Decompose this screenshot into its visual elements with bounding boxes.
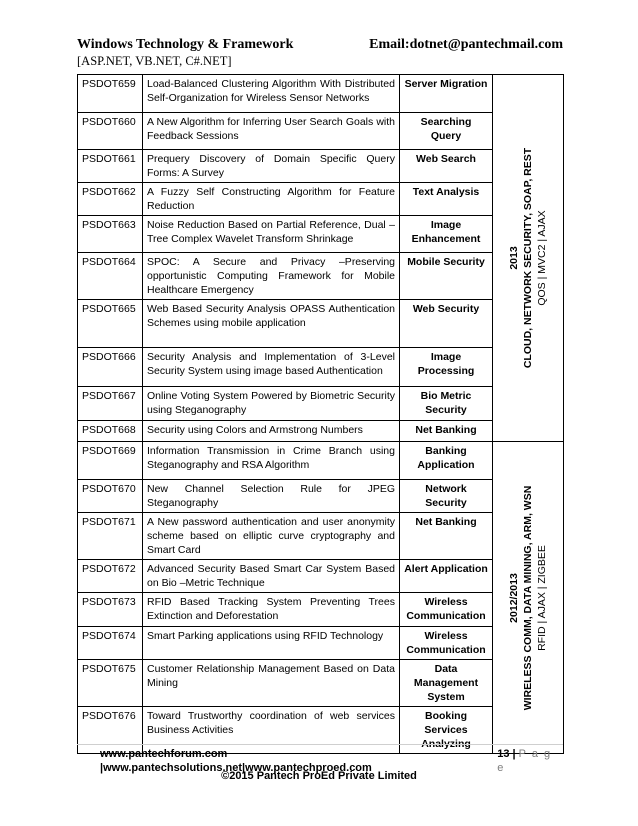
project-id: PSDOT660 [78,113,143,150]
project-id: PSDOT661 [78,150,143,183]
table-row [78,513,564,560]
project-id: PSDOT666 [78,348,143,387]
project-id: PSDOT676 [78,707,143,754]
project-title: Toward Trustworthy coordination of web services Business Activities [143,707,400,754]
project-id: PSDOT671 [78,513,143,560]
category-cell [493,75,564,442]
project-domain: Network Security [400,480,493,513]
page-separator: | [509,748,519,760]
project-domain: Searching Query [400,113,493,150]
project-domain: Text Analysis [400,183,493,216]
project-title: Web Based Security Analysis OPASS Authentication Schemes using mobile application [143,300,400,348]
table-row [78,627,564,660]
project-title: RFID Based Tracking System Preventing Trees Extinction and Deforestation [143,593,400,627]
page-header [77,36,563,69]
category-name: WIRELESS COMM, DATA MINING, ARM, WSN [522,485,534,710]
project-id: PSDOT664 [78,253,143,300]
project-title: Information Transmission in Crime Branch using Steganography and RSA Algorithm [143,442,400,480]
header-title: Windows Technology & Framework [77,37,294,52]
project-id: PSDOT659 [78,75,143,113]
project-title: Smart Parking applications using RFID Technology [143,627,400,660]
table-row [78,593,564,627]
page-number: 13 [497,748,510,760]
project-domain: Banking Application [400,442,493,480]
project-domain: Alert Application [400,560,493,593]
project-title: Security Analysis and Implementation of 3-Level Security System using image based Authentication [143,348,400,387]
table-row [78,300,564,348]
copyright: ©2015 Pantech ProEd Private Limited [221,770,417,782]
category-year: 2013 [508,246,520,270]
project-table [77,74,564,754]
project-domain: Data Management System [400,660,493,707]
project-id: PSDOT667 [78,387,143,421]
project-title: New Channel Selection Rule for JPEG Steganography [143,480,400,513]
header-email: Email:dotnet@pantechmail.com [369,37,563,52]
project-title: A New Algorithm for Inferring User Search Goals with Feedback Sessions [143,113,400,150]
category-label [507,485,549,710]
project-domain: Web Search [400,150,493,183]
table-row [78,183,564,216]
footer-links[interactable]: www.pantechforum.com |www.pantechsolutions.net|www.pantechproed.com [100,748,372,774]
category-tech: RFID | AJAX | ZIGBEE [536,544,548,651]
category-tech: QOS | MVC2 | AJAX [536,210,548,306]
table-row [78,253,564,300]
table-row [78,113,564,150]
project-domain: Image Enhancement [400,216,493,253]
project-title: Prequery Discovery of Domain Specific Query Forms: A Survey [143,150,400,183]
project-id: PSDOT665 [78,300,143,348]
table-row [78,660,564,707]
project-title: Security using Colors and Armstrong Numbers [143,421,400,442]
project-domain: Mobile Security [400,253,493,300]
project-title: Noise Reduction Based on Partial Reference, Dual – Tree Complex Wavelet Transform Shrinkage [143,216,400,253]
table-row [78,348,564,387]
project-domain: Wireless Communication [400,593,493,627]
project-id: PSDOT669 [78,442,143,480]
project-title: Load-Balanced Clustering Algorithm With Distributed Self-Organization for Wireless Sensor Networks [143,75,400,113]
project-title: Online Voting System Powered by Biometric Security using Steganography [143,387,400,421]
table-row [78,560,564,593]
header-subtitle: [ASP.NET, VB.NET, C#.NET] [77,54,232,68]
project-id: PSDOT662 [78,183,143,216]
project-id: PSDOT673 [78,593,143,627]
table-row [78,480,564,513]
project-title: A Fuzzy Self Constructing Algorithm for Feature Reduction [143,183,400,216]
project-domain: Booking Services Analyzing [400,707,493,754]
category-cell [493,442,564,754]
project-id: PSDOT675 [78,660,143,707]
project-id: PSDOT670 [78,480,143,513]
table-row [78,216,564,253]
category-year: 2012/2013 [508,572,520,623]
project-title: Customer Relationship Management Based on Data Mining [143,660,400,707]
project-domain: Wireless Communication [400,627,493,660]
table-row [78,387,564,421]
table-row [78,442,564,480]
footer-rule [77,744,563,745]
project-domain: Net Banking [400,421,493,442]
project-domain: Web Security [400,300,493,348]
table-row [78,150,564,183]
table-row [78,75,564,113]
project-domain: Server Migration [400,75,493,113]
project-id: PSDOT672 [78,560,143,593]
project-id: PSDOT668 [78,421,143,442]
project-domain: Bio Metric Security [400,387,493,421]
project-title: A New password authentication and user anonymity scheme based on elliptic curve cryptography and Smart Card [143,513,400,560]
category-label [507,148,549,368]
project-domain: Net Banking [400,513,493,560]
category-name: CLOUD, NETWORK SECURITY, SOAP, REST [522,147,534,369]
project-title: Advanced Security Based Smart Car System Based on Bio –Metric Technique [143,560,400,593]
table-row [78,421,564,442]
page-label: P a g e [497,748,552,774]
project-id: PSDOT674 [78,627,143,660]
project-id: PSDOT663 [78,216,143,253]
project-title: SPOC: A Secure and Privacy –Preserving opportunistic Computing Framework for Mobile Healthcare Emergency [143,253,400,300]
project-domain: Image Processing [400,348,493,387]
